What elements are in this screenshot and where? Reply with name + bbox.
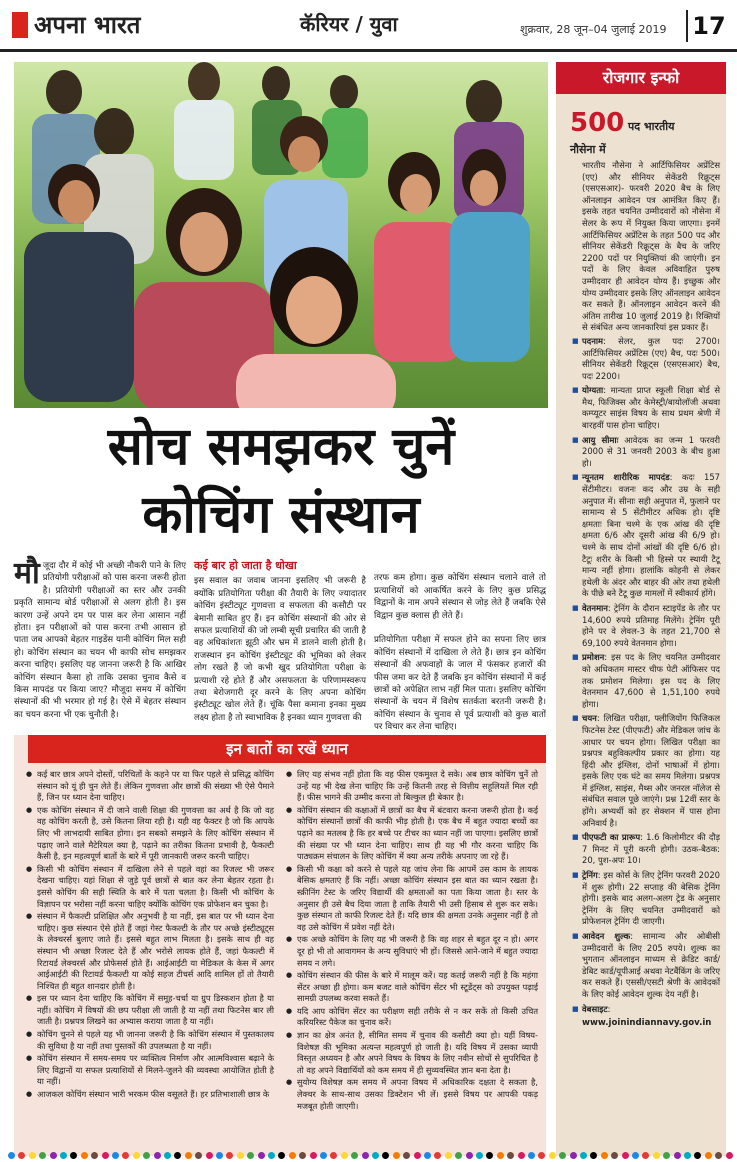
sidebar-info-item — [582, 652, 720, 710]
sidebar-info-text: : इस पद के लिए चयनित उम्मीदवार को अधिकतम मास्टर चीफ पेटी ऑफिसर पद तक प्रमोशन मिलेगा। इस पद के लिए वेतनमान 47,600 से 1,51,100 रुपये होगा। — [582, 652, 720, 709]
registration-dot — [476, 1152, 483, 1159]
registration-dot — [559, 1152, 566, 1159]
tips-list-left — [26, 769, 274, 1101]
sidebar-info-label: पीएफटी का प्रारूप — [582, 832, 641, 843]
tips-right-item: ● कोचिंग संस्थान की कक्षाओं में छात्रों का बैच में बंटवारा करना जरूरी होता है। कई कोचिंग संस्थानों छात्रों की काफी भीड़ होती है। एक बैच में बहुत ज्यादा बच्चों का पढ़ाने का मतलब है कि हर बच्चे पर टीचर का ध्यान नहीं जा पाएगा। इसलिए छात्रों की संख्या पर भी ध्यान देना चाहिए। साथ ही यह भी गौर करना चाहिए कि पाठ्यक्रम संचालन के लिए कोचिंग में क्या अन्य तरीके अपनाए जा रहे हैं। — [286, 805, 538, 863]
registration-dot — [694, 1152, 701, 1159]
sidebar-intro: भारतीय नौसेना ने आर्टिफिसियर अप्रेंटिस (एए) और सीनियर सेकेंडरी रिक्रूट्स (एसएसआर)- फरवरी 2020 बैच के लिए ऑनलाइन आवेदन पत्र आमंत्रित किए हैं। इसके तहत चयनित उम्मीदवारों को नौसेना में सेलर के रूप में नियुक्त किया जाएगा। इनमें आर्टिफिसियर अप्रेंटिस के तहत 500 पद और सीनियर सेकेंडरी रिक्रूट्स के बैच के जरिए 2200 पदों पर नियुक्तियां की जाएंगी। इन पदों के लिए केवल अविवाहित पुरुष उम्मीदवार ही आवेदन योग्य हैं। इच्छुक और योग्य उम्मीदवार इसके लिए ऑनलाइन आवेदन कर सकते हैं। ऑनलाइन आवेदन करने की अंतिम तारीख 10 जुलाई 2019 है। रिक्तियों से संबंधित अन्य जानकारियां इस प्रकार हैं। — [582, 160, 720, 333]
registration-dot — [320, 1152, 327, 1159]
tips-left-item: ● आजकल कोचिंग संस्थान भारी भरकम फीस वसूलते हैं। हर प्रतिभाशाली छात्र के — [26, 1089, 274, 1101]
vacancy-heading: पद भारतीय — [628, 120, 675, 133]
registration-dot — [60, 1152, 67, 1159]
sidebar-info-label: प्रमोशन — [582, 652, 605, 663]
issue-date: शुक्रवार, 28 जून–04 जुलाई 2019 — [520, 23, 667, 36]
tips-left-item: ● कोचिंग चुनने से पहले यह भी जानना जरूरी है कि कोचिंग संस्थान में पुस्तकालय की सुविधा है या नहीं तथा पुस्तकों की उपलब्धता है या नहीं। — [26, 1029, 274, 1052]
registration-dot — [351, 1152, 358, 1159]
sidebar-info-label: आयु सीमाः — [582, 434, 619, 445]
tips-left-item: ● एक कोचिंग संस्थान में दी जाने वाली शिक्षा की गुणवत्ता का अर्थ है कि जो वह वह कोचिंग करती है, उसे कितना लिया रही है। यही वह फैक्टर है जो कि आपके लिए भी लाभदायी साबित होगा। इन सबको समझने के लिए कोचिंग संस्थान में पढ़ाए जाने वाले मैटेरियल क्या है, पढ़ाने का तरीका कितना प्रभावी है, फैकल्टी कैसी है, इन महत्वपूर्ण बातों के बारे में पूरी जानकारी जरूर करनी चाहिए। — [26, 805, 274, 863]
sidebar-info-item — [582, 713, 720, 829]
article-column-3-text: तरफ कम होगा। कुछ कोचिंग संस्थान चलाने वाले तो प्रत्याशियों को आकर्षित करने के लिए कुछ प्रसिद्ध विद्वानों के नाम अपने संस्थान से जोड़ लेते हैं जबकि ऐसे विद्वान कुछ क्लास ही लेते हैं। प्रतियोगिता परीक्षा में सफल होने का सपना लिए छात्र कोचिंग संस्थानों में दाखिला ले लेते हैं। छात्र इन कोचिंग संस्थानों की अफवाहों के जाल में फंसकर हजारों की फीस जमा कर देते हैं जबकि इन कोचिंग संस्थानों में कई छात्रों को अपेक्षित लाभ नहीं मिल पाता। इसलिए कोचिंग संस्थानों के चयन में विशेष सतर्कता बरतनी जरूरी है। कोचिंग संस्थान के चुनाव से पूर्व प्रत्याशी को कुछ बातों पर विचार कर लेना चाहिए। — [374, 573, 546, 733]
article-column-2 — [194, 560, 366, 724]
registration-dot — [455, 1152, 462, 1159]
registration-dot — [611, 1152, 618, 1159]
registration-dot — [237, 1152, 244, 1159]
registration-dot — [341, 1152, 348, 1159]
students-illustration — [14, 62, 548, 408]
registration-dot — [39, 1152, 46, 1159]
registration-dot — [653, 1152, 660, 1159]
sidebar-info-text: आवेदक का जन्म 1 फरवरी 2000 से 31 जनवरी 2003 के बीच हुआ हो। — [582, 434, 720, 468]
registration-dot — [445, 1152, 452, 1159]
registration-dot — [414, 1152, 421, 1159]
registration-dot — [518, 1152, 525, 1159]
registration-dot — [486, 1152, 493, 1159]
tips-column-left — [26, 769, 274, 1102]
sidebar-info-text: : मान्यता प्राप्त स्कूली शिक्षा बोर्ड से मैथ, फिजिक्स और केमेस्ट्री/बायोलॉजी अथवा कम्प्यूटर साइंस विषय के साथ प्रथम श्रेणी में बारहवीं पास होना चाहिए। — [582, 385, 720, 431]
tips-left-item: ● किसी भी कोचिंग संस्थान में दाखिला लेने से पहले वहां का रिजल्ट भी जरूर देखना चाहिए। यहां शिक्षा से जुड़े पूर्व छात्रों से बात कर लेना बेहतर रहता है। इससे कोचिंग की सही स्थिति के बारे में पता चलता है। किसी भी कोचिंग के विज्ञापन पर भरोसा नहीं करना चाहिए क्योंकि कोचिंग एक प्रोफेशन बन चुका है। — [26, 864, 274, 910]
vacancy-count: 500 — [570, 108, 625, 138]
sidebar-info-item — [582, 603, 720, 649]
registration-dot — [726, 1152, 733, 1159]
sidebar-info-text: : लिखित परीक्षा, फ्लीजियोंग फिजिकल फिटनेस टेस्ट (पीएफटी) और मेडिकल जांच के आधार पर चयन होगा। लिखित परीक्षा का प्रश्नपत्र बहुविकल्पीय प्रकार का होगा। यह हिंदी और इंग्लिश, दोनों भाषाओं में होगा। इसके लिए एक घंटे का समय मिलेगा। प्रश्नपत्र में इंग्लिश, साइंस, मैथ्स और जनरल नॉलेज से संबंधित सवाल पूछे जाएंगे। प्रश्न 12वीं स्तर के होंगे। अभ्यर्थी को हर सेक्शन में पास होना अनिवार्य है। — [582, 713, 720, 828]
sidebar-info-label: वेतनमान — [582, 602, 608, 613]
registration-dot — [258, 1152, 265, 1159]
students-group-photo — [14, 62, 548, 408]
registration-dot — [507, 1152, 514, 1159]
registration-dot — [372, 1152, 379, 1159]
registration-dot — [570, 1152, 577, 1159]
registration-dot — [226, 1152, 233, 1159]
drop-cap: मौ — [14, 556, 40, 591]
color-registration-strip — [0, 1150, 737, 1162]
vacancy-subheading: नौसेना में — [570, 143, 606, 156]
registration-dot — [393, 1152, 400, 1159]
website-link[interactable]: www.joinindiannavy.gov.in — [582, 1018, 712, 1029]
registration-dot — [622, 1152, 629, 1159]
registration-dot — [18, 1152, 25, 1159]
sidebar-info-label: योग्यता — [582, 385, 604, 396]
tips-right-item: ● किसी भी कक्षा को करने से पहले यह जांच लेना कि आपमें उस काम के लायक बेसिक क्षमताएं हैं कि नहीं। अच्छा कोचिंग संस्थान इस बात का ध्यान रखता है। स्क्रीनिंग टेस्ट के जरिए विद्यार्थी की क्षमताओं का पता किया जाता है। स्तर के अनुसार ही उसे बैच दिया जाता है ताकि तैयारी भी उसी हिसाब से शुरू कर सके। कुछ संस्थान तो काफी रिजल्ट देते हैं। यदि छात्र की क्षमता उनके अनुसार नहीं है तो वह उसे कोचिंग में प्रवेश नहीं देते। — [286, 864, 538, 934]
sidebar-info-item — [582, 870, 720, 928]
headline-line-1: सोच समझकर चुनें — [107, 416, 455, 477]
tips-box — [14, 735, 546, 1156]
page-header — [0, 0, 737, 52]
registration-dot — [133, 1152, 140, 1159]
sidebar-info-item — [582, 931, 720, 1001]
tips-right-item: ● ज्ञान का क्षेत्र अनंत है, सीमित समय में चुनाव की कसौटी क्या हो। यहीं विषय-विशेषज्ञ की भूमिका अत्यन्त महत्वपूर्ण हो जाती है। यदि विषय में उसका व्यापी विस्तृत अध्ययन है और अपने विषय के विषय के लिए नवीन सोचों से सुपरिचित है तो वह अपने विद्यार्थियों को कम समय में ही सुव्यवस्थित ज्ञान बना देता है। — [286, 1030, 538, 1076]
registration-dot — [497, 1152, 504, 1159]
tips-left-item: ● कोचिंग संस्थान में समय-समय पर व्यक्तित्व निर्माण और आत्मविश्वास बढ़ाने के लिए विद्वानों या सफल प्रत्याशियों से मिलने-जुलने की व्यवस्था आयोजित होती है या नहीं। — [26, 1053, 274, 1088]
brand-marker — [12, 12, 28, 38]
sidebar-info-text: : सेलर, कुल पदः 2700। आर्टिफिसियर अप्रेंटिस (एए) बैच, पदः 500। सीनियर सेकेंडरी रिक्रूट्स (एसएसआर) बैच, पदः 2200। — [582, 335, 720, 381]
sidebar-item-list — [582, 336, 720, 1015]
registration-dot — [642, 1152, 649, 1159]
registration-dot — [278, 1152, 285, 1159]
sidebar-info-text: : ट्रेनिंग के दौरान स्टाइपेंड के तौर पर 14,600 रुपये प्रतिमाह मिलेंगे। ट्रेनिंग पूरी होने पर वे लेवल-3 के तहत 21,700 से 69,100 रुपये वेतनमान होगा। — [582, 602, 720, 648]
tips-left-item: ● कई बार छात्र अपने दोस्तों, परिचितों के कहने पर या फिर पहले से प्रसिद्ध कोचिंग संस्थान को यूं ही चुन लेते हैं। लेकिन गुणवत्ता और छात्रों की संख्या भी ऐसे पैमाने हैं, जिन पर ध्यान देना चाहिए। — [26, 769, 274, 804]
registration-dot — [632, 1152, 639, 1159]
sidebar-body — [582, 160, 720, 1030]
sidebar-info-label: चयन — [582, 713, 597, 724]
sidebar-info-label: वेबसाइट — [582, 1003, 608, 1014]
sidebar-info-label: आवेदन शुल्क — [582, 931, 631, 941]
registration-dot — [434, 1152, 441, 1159]
registration-dot — [549, 1152, 556, 1159]
registration-dot — [289, 1152, 296, 1159]
registration-dot — [50, 1152, 57, 1159]
registration-dot — [81, 1152, 88, 1159]
registration-dot — [715, 1152, 722, 1159]
tips-left-item: ● इस पर ध्यान देना चाहिए कि कोचिंग में समूह-चर्चा या ग्रुप डिस्कशन होता है या नहीं। कोचिंग में विषयों की छप परीक्षा ली जाती है या नहीं तथा फिटनेस बार ली जाती है। प्रश्नपत्र लिखने का अभ्यास कराया जाता है या नहीं। — [26, 993, 274, 1028]
registration-dot — [674, 1152, 681, 1159]
sidebar-info-item — [582, 472, 720, 600]
registration-dot — [91, 1152, 98, 1159]
article-column-3 — [374, 560, 546, 734]
registration-dot — [538, 1152, 545, 1159]
sidebar-info-label: ट्रेनिंग — [582, 870, 598, 881]
registration-dot — [164, 1152, 171, 1159]
tips-right-item: ● लिए यह संभव नहीं होता कि वह फीस एकमुश्त दे सके। अब छात्र कोचिंग चुनें तो उन्हें यह भी देख लेना चाहिए कि उन्हें कितनी तरह से वित्तीय सहूलियतें मिल रही हैं। फीस भागने की उम्मीद करना तो बिल्कुल ही बेकार है। — [286, 769, 538, 804]
registration-dot — [528, 1152, 535, 1159]
registration-dot — [112, 1152, 119, 1159]
registration-dot — [684, 1152, 691, 1159]
tips-column-right — [286, 769, 538, 1113]
tips-right-item: ● सुयोग्य विशेषज्ञ कम समय में अपना विषय में अधिकारिक दक्षता दे सकता है, लेक्चर के साथ-साथ उसका डिक्टेशन भी लें। इससे विषय पर आपकी पकड़ मजबूत होती जाएगी। — [286, 1077, 538, 1112]
registration-dot — [206, 1152, 213, 1159]
registration-dot — [268, 1152, 275, 1159]
article-column-2-text: इस सवाल का जवाब जानना इसलिए भी जरूरी है क्योंकि प्रतियोगिता परीक्षा की तैयारी के लिए ज्यादातर कोचिंग इंस्टीट्यूट गुणवत्ता व सफलता की कसौटी पर बेमानी साबित हुए हैं। इन कोचिंग संस्थानों की ओर से सफल प्रत्याशियों की जो लम्बी सूची प्रचारित की जाती है वह अधिकांशतः झूठी और भ्रम में डालने वाली होती है। राजस्थान इन कोचिंग इंस्टीट्यूट की भूमिका को लेकर लोग रखते हैं जो कभी खुद प्रतियोगिता परीक्षा के प्रत्याशी रहे होते हैं और असफलता के परिणामस्वरूप तथा बेरोजगारी दूर करने के लिए अपना कोचिंग इंस्टीट्यूट खोल लेते हैं। चूंकि पैसा कमाना इनका मुख्य लक्ष्य होता है तो स्वाभाविक है इनका ध्यान गुणवत्ता की — [194, 576, 366, 723]
sidebar-info-text: : कदः 157 सेंटीमीटर। वजनः कद और उम्र के सही अनुपात में। सीनाः सही अनुपात में, फुलाने पर सामान्य से 5 सेंटीमीटर अधिक हो। दृष्टि क्षमताः बिना चश्मे के एक आंख की दृष्टि क्षमता 6/6 और दूसरी आंख की 6/9 हो। चश्मे के साथ दोनों आंखों की दृष्टि 6/6 हो। टैटूः शरीर के किसी भी हिस्से पर स्थायी टैटू मान्य नहीं होगा। हालांकि कोहनी से लेकर हथेली के अंदर और बाहर की ओर तथा हथेली के पीछे बने टैटू कुछ मामलों में स्वीकार्य होंगे। — [582, 472, 721, 599]
registration-dot — [663, 1152, 670, 1159]
tips-right-item: ● यदि आप कोचिंग सेंटर का परीक्षण सही तरीके से न कर सकें तो किसी उचित करियरिस्ट पैकेज का चुनाव करें। — [286, 1006, 538, 1029]
registration-dot — [143, 1152, 150, 1159]
sidebar-info-label: न्यूनतम शारीरिक मापदंड — [582, 472, 670, 483]
sidebar-info-label: पदनाम — [582, 335, 604, 346]
page-number: 17 — [686, 10, 730, 42]
registration-dot — [154, 1152, 161, 1159]
registration-dot — [8, 1152, 15, 1159]
registration-dot — [247, 1152, 254, 1159]
article-column-1 — [14, 556, 186, 721]
registration-dot — [29, 1152, 36, 1159]
sidebar-info-text: : इस कोर्स के लिए ट्रेनिंग फरवरी 2020 में शुरू होगी। 22 सप्ताह की बेसिक ट्रेनिंग होगी। इसके बाद अलग-अलग ट्रेड के अनुसार ट्रेनिंग के लिए चयनित उम्मीदवारों को प्रोफेशनल ट्रेनिंग दी जाएगी। — [582, 870, 720, 927]
registration-dot — [174, 1152, 181, 1159]
sidebar-info-item — [582, 1004, 720, 1016]
registration-dot — [466, 1152, 473, 1159]
newspaper-brand: अपना भारत — [34, 10, 141, 39]
registration-dot — [102, 1152, 109, 1159]
registration-dot — [185, 1152, 192, 1159]
registration-dot — [705, 1152, 712, 1159]
registration-dot — [362, 1152, 369, 1159]
registration-dot — [70, 1152, 77, 1159]
registration-dot — [195, 1152, 202, 1159]
sidebar-info-text: : 1.6 किलोमीटर की दौड़ 7 मिनट में पूरी करनी होगी। उठक-बैठक: 20, पुश-अपः 10। — [582, 832, 720, 866]
tips-list-right — [286, 769, 538, 1112]
sidebar-info-item — [582, 832, 720, 867]
registration-dot — [299, 1152, 306, 1159]
sidebar-title: रोजगार इन्फो — [556, 62, 726, 94]
registration-dot — [382, 1152, 389, 1159]
sidebar-info-item — [582, 336, 720, 382]
sidebar-info-text: : सामान्य और ओबीसी उम्मीदवारों के लिए 205 रुपये। शुल्क का भुगतान ऑनलाइन माध्यम से क्रेडिट कार्ड/डेबिट कार्ड/यूपीआई अथवा नेटबैंकिंग के जरिए कर सकते हैं। एससी/एसटी श्रेणी के आवेदकों के लिए कोई आवेदन शुल्क देय नहीं है। — [582, 931, 720, 999]
tips-left-item: ● संस्थान में फैकल्टी प्रशिक्षित और अनुभवी है या नहीं, इस बात पर भी ध्यान देना चाहिए। कुछ संस्थान ऐसे होते हैं जहां गेस्ट फैकल्टी के तौर पर अच्छे इंस्टीट्यूट्स के लेक्चरर्स बुलाए जाते हैं। इससे बहुत लाभ मिलता है। इसके साथ ही वह संस्थान भी अच्छा रिजल्ट देते हैं और भरोसे लायक होते हैं, जहां फैकल्टी में रिटायर्ड लेक्चरर्स और प्रोफेसर्स होते हैं। आईआईटी या मेडिकल के केस में अगर आईआईटी की रिटायर्ड फैकल्टी या कोई सहज टीचर्स आदि शामिल हों तो तैयारी निश्चित ही बहुत शानदार होती है। — [26, 911, 274, 992]
sidebar-rozgar-info — [556, 62, 726, 1156]
registration-dot — [330, 1152, 337, 1159]
tips-right-item: ● एक अच्छे कोचिंग के लिए यह भी जरूरी है कि वह शहर से बहुत दूर न हो। अगर दूर हो भी तो आवागमन के अन्य सुविधाएं भी हों। जिससे आने-जाने में बहुत ज्यादा समय न लगे। — [286, 934, 538, 969]
registration-dot — [216, 1152, 223, 1159]
section-title: कॅरियर / युवा — [300, 12, 398, 36]
registration-dot — [403, 1152, 410, 1159]
registration-dot — [122, 1152, 129, 1159]
registration-dot — [590, 1152, 597, 1159]
registration-dot — [310, 1152, 317, 1159]
sidebar-info-item — [582, 435, 720, 470]
tips-right-item: ● कोचिंग संस्थान की फीस के बारे में मालूम करें। यह कतई जरूरी नहीं है कि महंगा सेंटर अच्छा ही होगा। कम बजट वाले कोचिंग सेंटर भी स्टूडेंट्स को उपयुक्त पढ़ाई सामग्री उपलब्ध करवा सकते हैं। — [286, 970, 538, 1005]
registration-dot — [601, 1152, 608, 1159]
registration-dot — [424, 1152, 431, 1159]
registration-dot — [580, 1152, 587, 1159]
article-subhead: कई बार हो जाता है धोखा — [194, 559, 297, 572]
article-column-1-text: जूदा दौर में कोई भी अच्छी नौकरी पाने के लिए प्रतियोगी परीक्षाओं को पास करना जरूरी होता है। प्रतियोगी परीक्षाओं का स्तर और उनकी प्रकृति सामान्य बोर्ड परीक्षाओं से अलग होती है। इस कारण उन्हें अपने दम पर पास कर लेना आसान नहीं होता। इन परीक्षाओं को पास करना तभी आसान हो पाता जब आपको बेहतर गाइडेंस यानी कोचिंग मिल सही हो। कोचिंग संस्थान का चयन भी काफी सोच समझकर करना चाहिए। इसलिए यह जानना जरूरी है कि आखिर कोचिंग संस्थान कैसा हो ताकि उसका चुनाव कैसे व किस मापदंड पर किया जाए? मौजूदा समय में कोचिंग संस्थानों की भी भरमार हो गई है। ऐसे में बेहतर संस्थान का चयन करना भी एक चुनौती है। — [14, 561, 186, 720]
main-headline — [14, 410, 548, 548]
sidebar-info-text: : — [607, 1003, 611, 1014]
tips-box-title: इन बातों का रखें ध्यान — [28, 735, 546, 763]
headline-line-2: कोचिंग संस्थान — [142, 484, 420, 545]
sidebar-info-item — [582, 385, 720, 431]
